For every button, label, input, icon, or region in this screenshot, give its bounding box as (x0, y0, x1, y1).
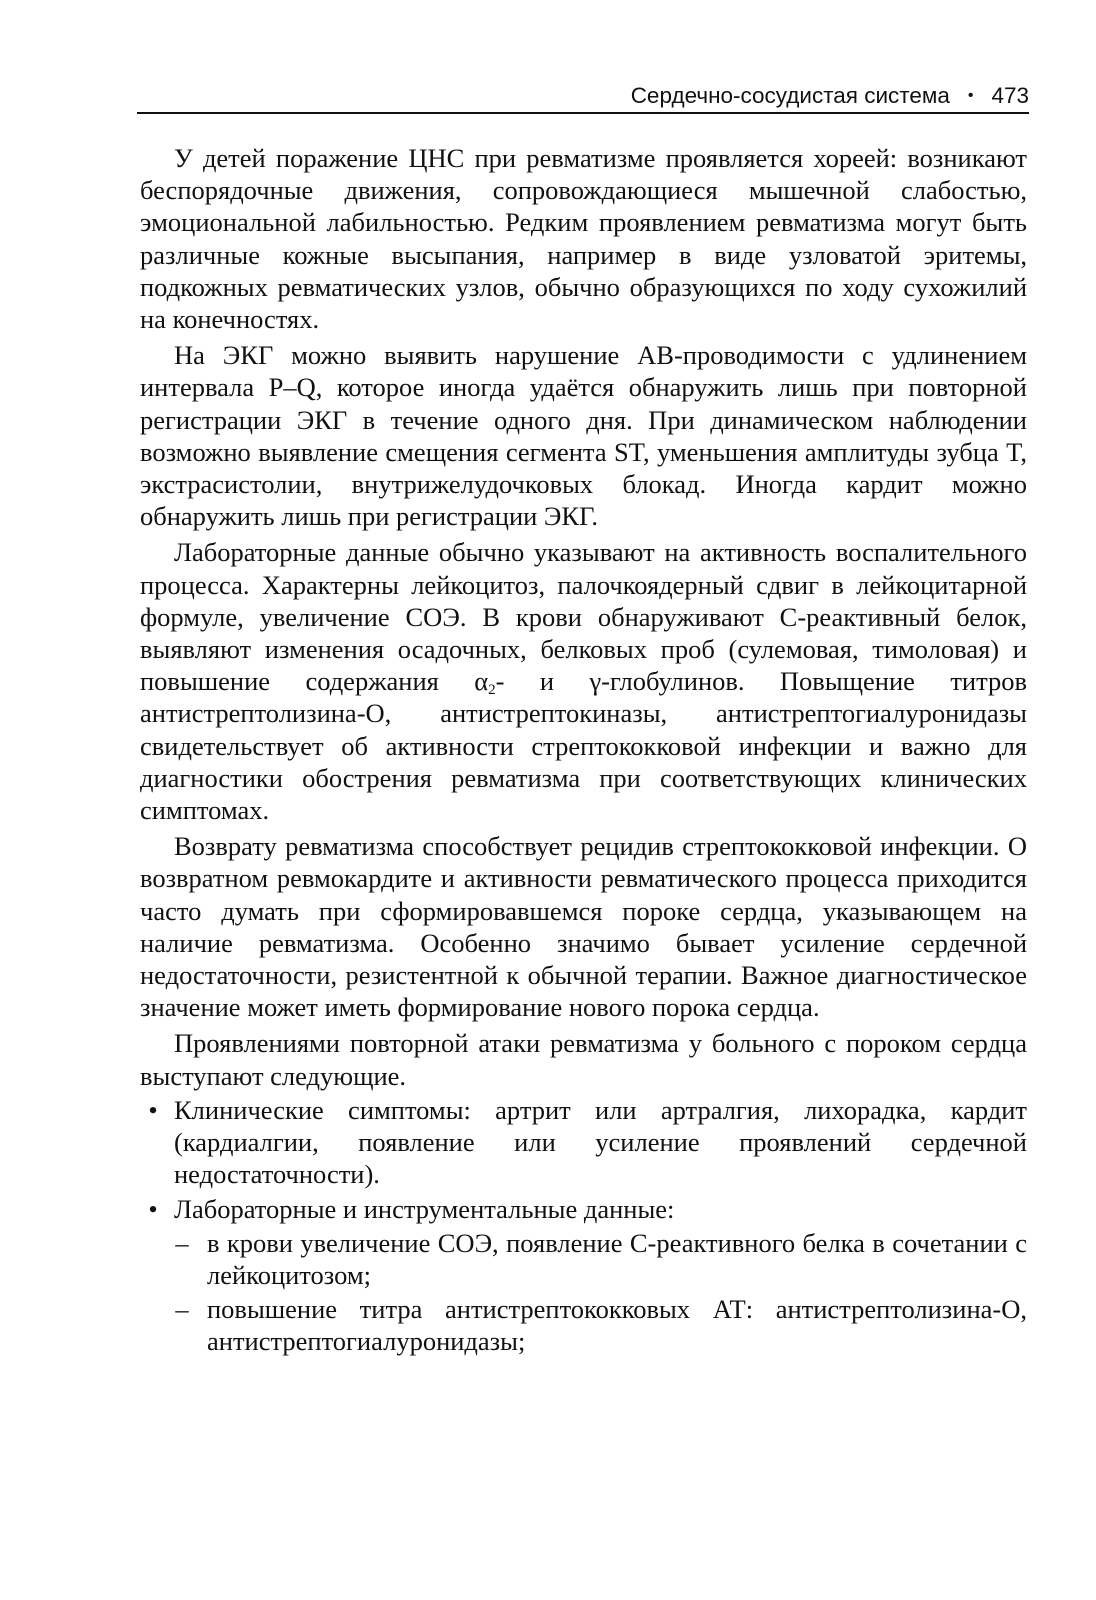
sublist-item-text: в крови увеличение СОЭ, появление С-реактивного белка в сочетании с лейкоцитозом; (207, 1227, 1027, 1290)
paragraph-chorea: У детей поражение ЦНС при ревматизме проявляется хореей: возникают беспорядочные движения, сопровождающиеся мышечной слабостью, эмоциональной лабильностью. Редким проявлением ревматизма могут быть различные кожные высыпания, например в виде узловатой эритемы, подкожных ревматических узлов, обычно образующихся по ходу сухожилий на конечностях. (140, 143, 1027, 335)
sublist-item-blood (140, 1227, 1027, 1291)
paragraph-ecg: На ЭКГ можно выявить нарушение АВ-проводимости с удлинением интервала P–Q, которое иногда удаётся обнаружить лишь при повторной регистрации ЭКГ в течение одного дня. При динамическом наблюдении возможно выявление смещения сегмента ST, уменьшения амплитуды зубца T, экстрасистолии, внутрижелудочковых блокад. Иногда кардит можно обнаружить лишь при регистрации ЭКГ. (140, 340, 1027, 532)
list-item-clinical (140, 1094, 1027, 1191)
dash-marker: – (175, 1227, 189, 1258)
paragraph-lab-data (140, 536, 1027, 826)
header-rule (137, 112, 1029, 114)
bullet-marker: • (148, 1193, 158, 1224)
sublist-item-antibodies (140, 1293, 1027, 1357)
paragraph-lab-text-1: Лабораторные данные обычно указывают на активность воспалительного процесса. Характерны лейкоцитоз, палочкоядерный сдвиг в лейкоцитарной формуле, увеличение СОЭ. В крови обнаруживают С-реактивный белок, выявляют изменения осадочных, белковых проб (сулемовая, тимоловая) и повышение содержания α (140, 537, 1027, 697)
alpha-subscript: 2 (488, 682, 496, 699)
bullet-marker: • (148, 1094, 158, 1125)
running-title: Сердечно-сосудистая система (630, 83, 950, 108)
page-number: 473 (991, 83, 1029, 108)
running-header (137, 80, 1029, 112)
paragraph-recurrence: Возврату ревматизма способствует рецидив стрептококковой инфекции. О возвратном ревмокардите и активности ревматического процесса приходится часто думать при сформировавшемся пороке сердца, указывающем на наличие ревматизма. Особенно значимо бывает усиление сердечной недостаточности, резистентной к обычной терапии. Важное диагностическое значение может иметь формирование нового порока сердца. (140, 831, 1027, 1023)
dash-marker: – (175, 1294, 189, 1325)
list-item-text: Клинические симптомы: артрит или артралгия, лихорадка, кардит (кардиалгии, появление или усиление проявлений сердечной недостаточности). (174, 1094, 1027, 1190)
header-separator: • (967, 87, 974, 104)
paragraph-lab-text-2: - и γ-глобулинов. Повыщение титров антистрептолизина-O, антистрептокиназы, антистрептогиалуронидазы свидетельствует об активности стрептококковой инфекции и важно для диагностики обострения ревматизма при соответствующих клинических симптомах. (140, 666, 1028, 826)
list-item-text: Лабораторные и инструментальные данные: (174, 1193, 675, 1224)
body-text (140, 142, 1027, 1358)
paragraph-list-intro: Проявлениями повторной атаки ревматизма у больного с пороком сердца выступают следующие. (140, 1028, 1027, 1091)
list-item-laboratory (140, 1193, 1027, 1225)
sublist-item-text: повышение титра антистрептококковых АТ: антистрептолизина-O, антистрептогиалуронидазы; (207, 1294, 1027, 1357)
